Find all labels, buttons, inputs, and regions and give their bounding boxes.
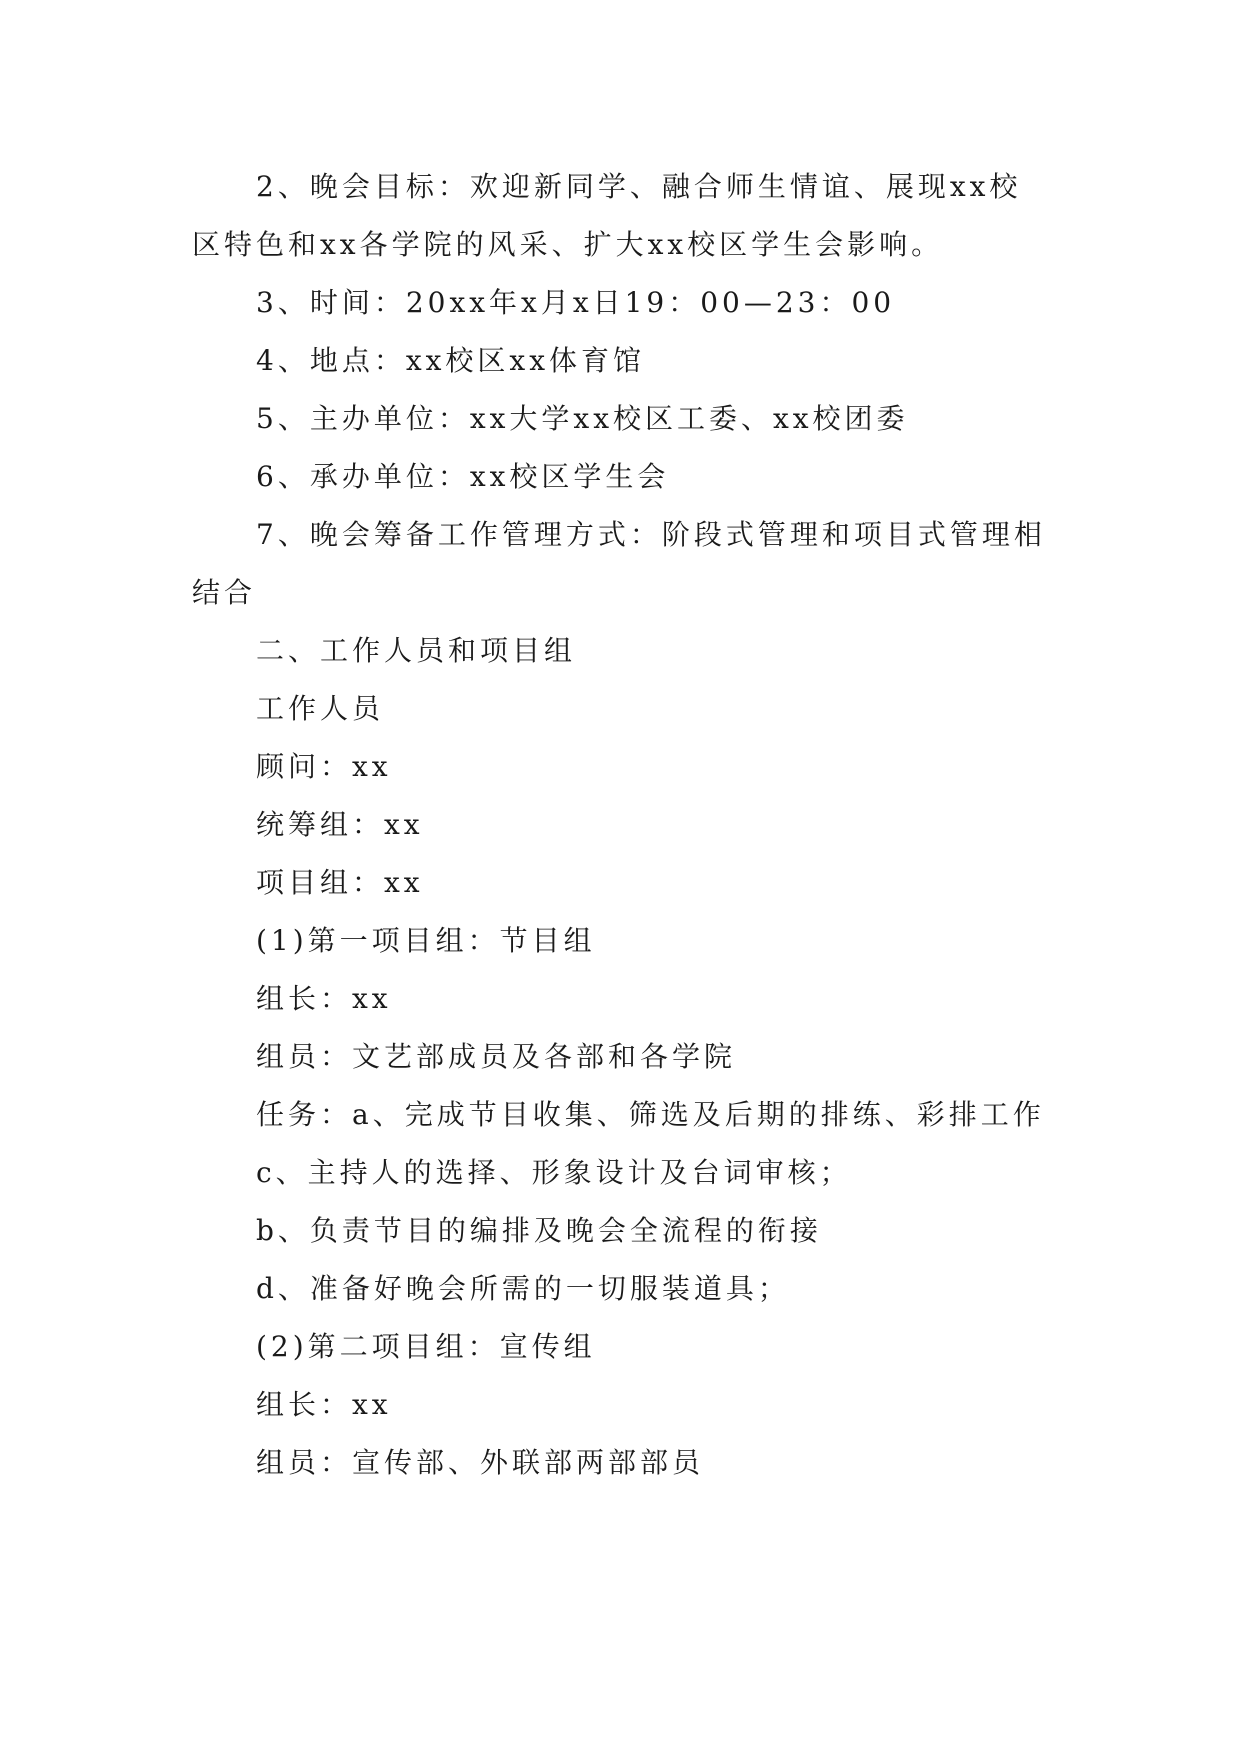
paragraph-location: 4、地点：xx校区xx体育馆 [256, 344, 645, 377]
paragraph-organizer: 5、主办单位：xx大学xx校区工委、xx校团委 [256, 402, 909, 435]
paragraph-goal: 2、晚会目标：欢迎新同学、融合师生情谊、展现xx校区特色和xx各学院的风采、扩大xx校区学生会影响。 [192, 170, 1022, 261]
paragraph-project-group: 项目组：xx [256, 866, 424, 899]
paragraph-host: 6、承办单位：xx校区学生会 [256, 460, 670, 493]
paragraph-group-1-task-d: d、准备好晚会所需的一切服装道具； [256, 1272, 790, 1305]
paragraph-group-1-task-b: b、负责节目的编排及晚会全流程的衔接 [256, 1214, 822, 1247]
paragraph-advisor: 顾问：xx [256, 750, 392, 783]
paragraph-group-2-leader: 组长：xx [256, 1388, 392, 1421]
paragraph-coordination: 统筹组：xx [256, 808, 424, 841]
section-heading-staff: 二、工作人员和项目组 [256, 634, 577, 667]
paragraph-group-1-task-a: 任务：a、完成节目收集、筛选及后期的排练、彩排工作 [256, 1098, 1045, 1131]
paragraph-group-1-members: 组员：文艺部成员及各部和各学院 [256, 1040, 737, 1073]
paragraph-staff-title: 工作人员 [256, 692, 385, 725]
document-body [192, 158, 1052, 1492]
paragraph-group-1-title: (1)第一项目组：节目组 [256, 924, 596, 957]
paragraph-management: 7、晚会筹备工作管理方式：阶段式管理和项目式管理相结合 [192, 518, 1046, 609]
paragraph-group-1-leader: 组长：xx [256, 982, 392, 1015]
paragraph-group-2-title: (2)第二项目组：宣传组 [256, 1330, 596, 1363]
paragraph-time: 3、时间：20xx年x月x日19：00—23：00 [256, 286, 896, 319]
paragraph-group-2-members: 组员：宣传部、外联部两部部员 [256, 1446, 705, 1479]
paragraph-group-1-task-c: c、主持人的选择、形象设计及台词审核； [256, 1156, 852, 1189]
